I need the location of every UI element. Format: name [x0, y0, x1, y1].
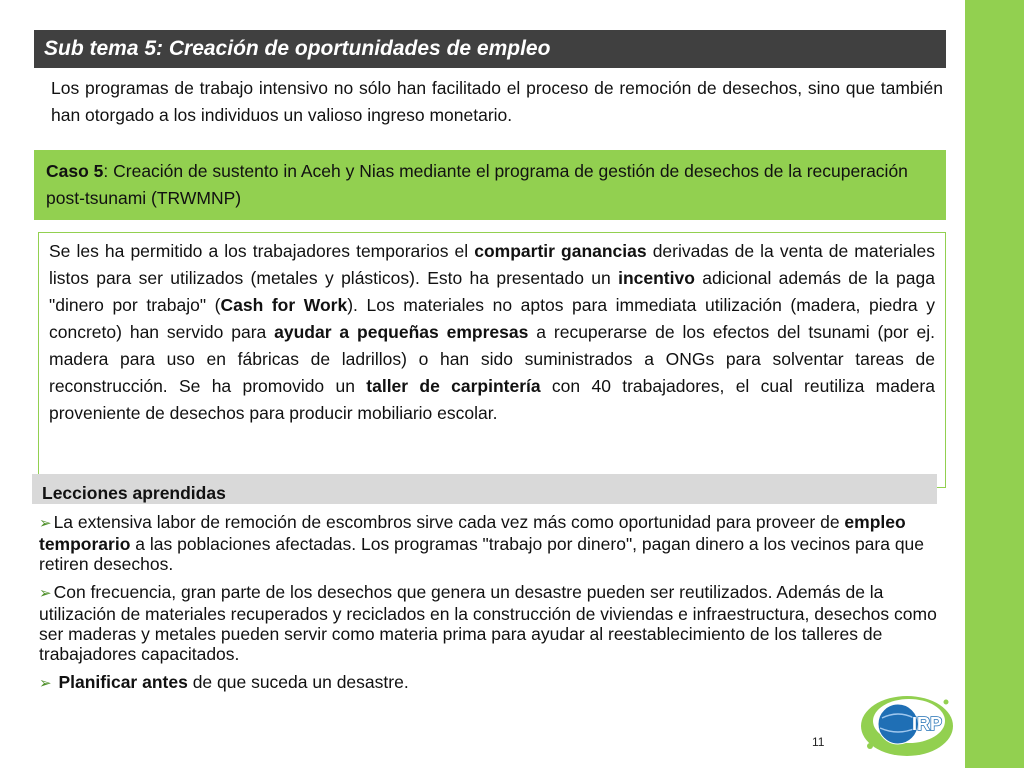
detail-highlight: ayudar a pequeñas empresas — [274, 322, 529, 342]
lesson-text: de que suceda un desastre. — [187, 672, 409, 692]
irp-logo-icon — [852, 688, 962, 763]
detail-highlight: incentivo — [618, 268, 695, 288]
lesson-text: Con frecuencia, gran parte de los desechos que genera un desastre pueden ser reutilizados. Además de la utilización de materiales recuperados y reciclados en la construcción de viviendas e infraestructura, desechos como ser maderas y metales pueden servir como materia prima para ayudar al reestablecimiento de los talleres de trabajadores capacitados. — [39, 582, 937, 664]
arrow-bullet-icon: ➢ — [39, 515, 52, 532]
title-bar — [34, 30, 946, 68]
detail-box — [38, 232, 946, 488]
lesson-text: a las poblaciones afectadas. Los programas "trabajo por dinero", pagan dinero a los vecinos para que retiren desechos. — [39, 534, 925, 574]
intro-paragraph: Los programas de trabajo intensivo no sólo han facilitado el proceso de remoción de desechos, sino que también han otorgado a los individuos un valioso ingreso monetario. — [51, 78, 943, 125]
lesson-item — [39, 512, 939, 574]
detail-highlight: Cash for Work — [220, 295, 348, 315]
arrow-bullet-icon: ➢ — [39, 585, 52, 602]
lesson-text: La extensiva labor de remoción de escombros sirve cada vez más como oportunidad para proveer de — [53, 512, 845, 532]
page-number: 11 — [812, 735, 825, 749]
detail-highlight: taller de carpintería — [366, 376, 541, 396]
slide-title: Sub tema 5: Creación de oportunidades de empleo — [44, 37, 551, 60]
lessons-header: Lecciones aprendidas — [32, 474, 937, 504]
irp-logo — [852, 688, 962, 763]
case-text: : Creación de sustento in Aceh y Nias mediante el programa de gestión de desechos de la recuperación post-tsunami (TRWMNP) — [46, 161, 908, 208]
detail-text: a recuperarse de los efectos del tsunami (por ej. madera para uso en fábricas de ladrillos) o han sido suministrados a ONGs para solventar tareas de reconstrucción. Se ha promovido un — [49, 322, 935, 396]
lesson-item — [39, 672, 939, 694]
detail-highlight: compartir ganancias — [474, 241, 647, 261]
detail-text: derivadas de la venta de materiales listos para ser utilizados (metales y plásticos). Esto ha presentado un — [49, 241, 935, 288]
right-accent-bar — [965, 0, 1024, 768]
detail-text: Se les ha permitido a los trabajadores temporarios el — [49, 241, 475, 261]
case-box — [34, 150, 946, 220]
case-label: Caso 5 — [46, 161, 104, 181]
arrow-bullet-icon: ➢ — [39, 675, 52, 692]
detail-text: con 40 trabajadores, el cual reutiliza madera proveniente de desechos para producir mobiliario escolar. — [49, 376, 935, 423]
detail-text: adicional además de la paga "dinero por trabajo" ( — [49, 268, 935, 315]
logo-text: IRP — [912, 714, 943, 734]
detail-text: ). Los materiales no aptos para immediata utilización (madera, piedra y concreto) han servido para — [49, 295, 935, 342]
lessons-list — [39, 512, 939, 702]
lesson-highlight: empleo temporario — [39, 512, 906, 554]
lesson-item — [39, 582, 939, 664]
lesson-highlight: Planificar antes — [58, 672, 188, 692]
